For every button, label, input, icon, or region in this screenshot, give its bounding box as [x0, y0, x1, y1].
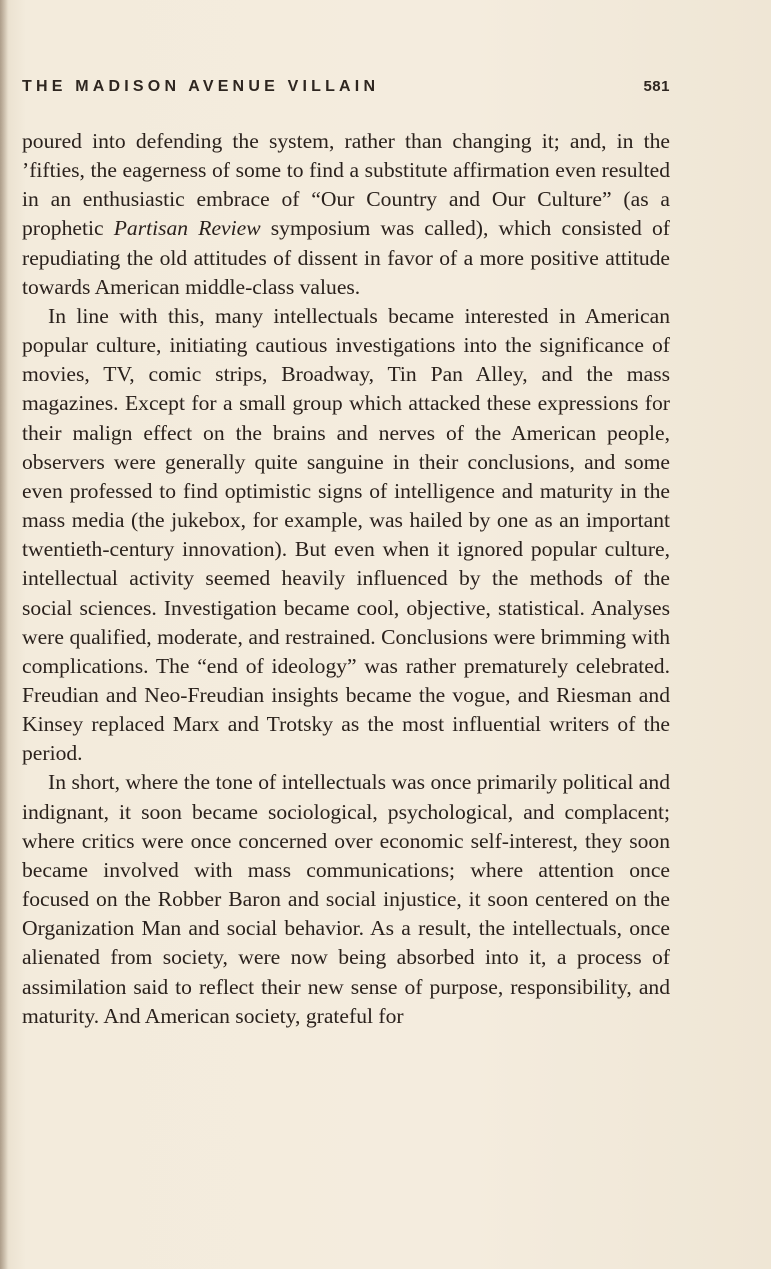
page-number: 581	[643, 78, 670, 95]
paragraph-1	[22, 127, 670, 302]
running-head	[22, 78, 670, 102]
body-text	[22, 127, 670, 1031]
binding-gutter-shadow	[0, 0, 8, 1269]
paragraph-2: In line with this, many intellectuals became interested in American popular culture, initiating cautious investigations into the significance of movies, TV, comic strips, Broadway, Tin Pan Alley, and the mass magazines. Except for a small group which attacked these expressions for their malign effect on the brains and nerves of the American people, observers were generally quite sanguine in their conclusions, and some even professed to find optimistic signs of intelligence and maturity in the mass media (the jukebox, for example, was hailed by one as an important twentieth-century innovation). But even when it ignored popular culture, intellectual activity seemed heavily influenced by the methods of the social sciences. Investigation became cool, objective, statistical. Analyses were qualified, moderate, and restrained. Conclusions were brimming with complications. The “end of ideology” was rather prematurely celebrated. Freudian and Neo-Freudian insights became the vogue, and Riesman and Kinsey replaced Marx and Trotsky as the most influential writers of the period.	[22, 303, 670, 766]
running-head-title: THE MADISON AVENUE VILLAIN	[22, 78, 380, 95]
paragraph-1-text-end: symposium was called), which consisted of repudiating the old attitudes of dissent in favor of a more positive attitude towards American middle-class values.	[22, 216, 670, 299]
paragraph-3: In short, where the tone of intellectuals was once primarily political and indignant, it soon became sociological, psychological, and complacent; where critics were once concerned over economic self-interest, they soon became involved with mass communications; where attention once focused on the Robber Baron and social injustice, it soon centered on the Organization Man and social behavior. As a result, the intellectuals, once alienated from society, were now being absorbed into it, a process of assimilation said to reflect their new sense of purpose, responsibility, and maturity. And American society, grateful for	[22, 770, 670, 1028]
paragraph-1-text-start: poured into defending the system, rather than changing it; and, in the ’fifties, the eagerness of some to find a substitute affirmation even resulted in an enthusiastic embrace of “Our Country and Our Culture” (as a prophetic	[22, 129, 670, 241]
journal-title-italic: Partisan Review	[113, 216, 261, 241]
